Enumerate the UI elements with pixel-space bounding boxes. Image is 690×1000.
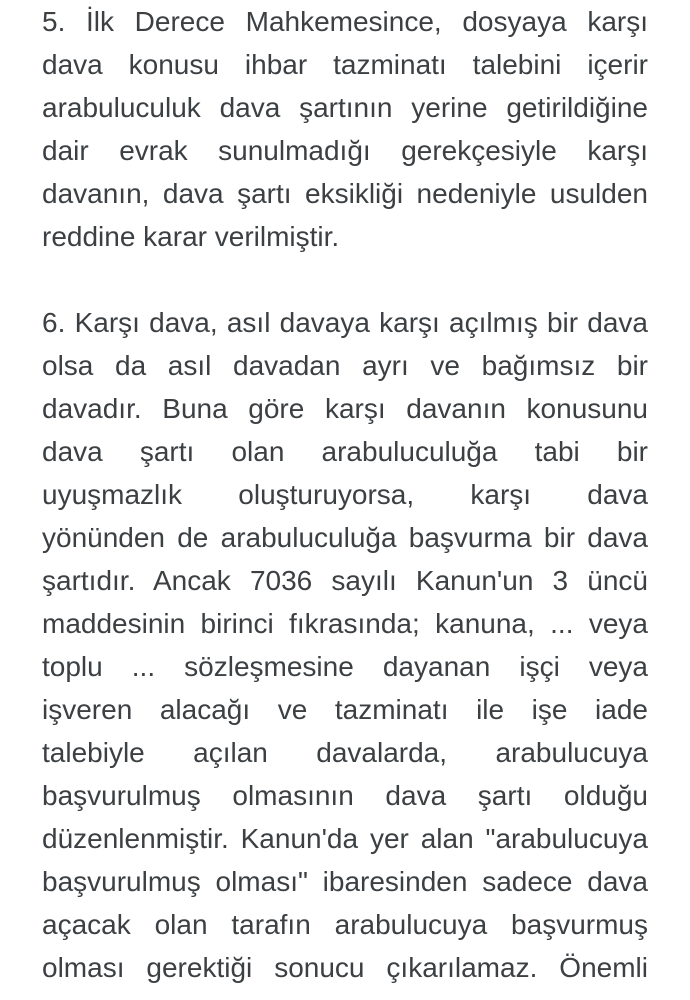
text-line: olması gerektiği sonucu çıkarılamaz. Önemli bbox=[42, 952, 648, 983]
text-line: yönünden de arabuluculuğa başvurma bir dava bbox=[42, 522, 648, 553]
text-line: dair evrak sunulmadığı gerekçesiyle karşı bbox=[42, 135, 648, 166]
text-line: davadır. Buna göre karşı davanın konusunu bbox=[42, 393, 648, 424]
text-line: başvurulmuş olması" ibaresinden sadece dava bbox=[42, 866, 648, 897]
paragraph-5 bbox=[42, 0, 648, 258]
text-line: başvurulmuş olmasının dava şartı olduğu bbox=[42, 780, 648, 811]
text-line: açacak olan tarafın arabulucuya başvurmuş bbox=[42, 909, 648, 940]
text-line: 6. Karşı dava, asıl davaya karşı açılmış bir dava bbox=[42, 307, 648, 338]
text-line: talebiyle açılan davalarda, arabulucuya bbox=[42, 737, 648, 768]
text-line: arabuluculuk dava şartının yerine getirildiğine bbox=[42, 92, 648, 123]
text-line: davanın, dava şartı eksikliği nedeniyle usulden bbox=[42, 178, 648, 209]
text-line: dava konusu ihbar tazminatı talebini içerir bbox=[42, 49, 648, 80]
text-line: 5. İlk Derece Mahkemesince, dosyaya karşı bbox=[42, 6, 648, 37]
paragraph-6 bbox=[42, 301, 648, 989]
document-body bbox=[42, 0, 648, 989]
text-line: olsa da asıl davadan ayrı ve bağımsız bir bbox=[42, 350, 648, 381]
text-line: reddine karar verilmiştir. bbox=[42, 221, 340, 252]
text-line: dava şartı olan arabuluculuğa tabi bir bbox=[42, 436, 648, 467]
text-line: uyuşmazlık oluşturuyorsa, karşı dava bbox=[42, 479, 648, 510]
text-line: işveren alacağı ve tazminatı ile işe iade bbox=[42, 694, 648, 725]
text-line: toplu ... sözleşmesine dayanan işçi veya bbox=[42, 651, 648, 682]
text-line: maddesinin birinci fıkrasında; kanuna, ... veya bbox=[42, 608, 648, 639]
text-line: şartıdır. Ancak 7036 sayılı Kanun'un 3 üncü bbox=[42, 565, 648, 596]
text-line: düzenlenmiştir. Kanun'da yer alan "arabulucuya bbox=[42, 823, 648, 854]
